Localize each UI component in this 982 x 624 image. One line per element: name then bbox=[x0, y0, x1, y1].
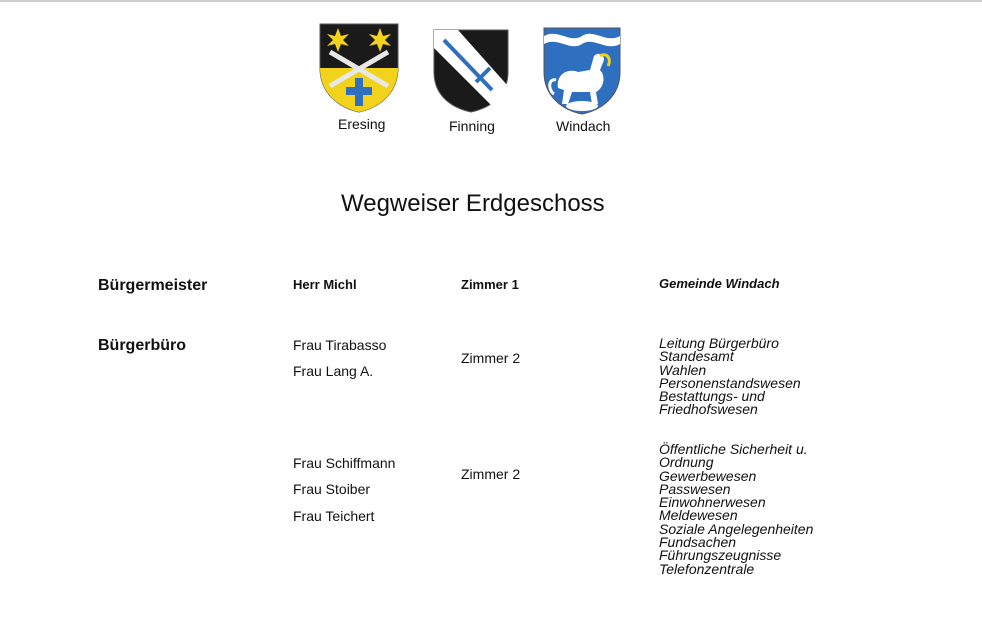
finning-coat-of-arms-icon bbox=[432, 28, 510, 114]
person-name: Frau Stoiber bbox=[293, 481, 371, 497]
section-heading-buergerbuero: Bürgerbüro bbox=[98, 337, 186, 354]
task-item: Öffentliche Sicherheit u. bbox=[659, 441, 808, 457]
task-item: Personenstandswesen bbox=[659, 374, 801, 391]
room-number: Zimmer 1 bbox=[461, 277, 519, 292]
task-description: Gemeinde Windach bbox=[659, 276, 780, 291]
top-border bbox=[0, 0, 982, 2]
task-item: Friedhofswesen bbox=[659, 401, 758, 418]
room-number: Zimmer 2 bbox=[461, 350, 521, 366]
task-item: Gewerbewesen bbox=[659, 467, 757, 484]
task-item: Führungszeugnisse bbox=[659, 547, 782, 564]
person-name: Herr Michl bbox=[293, 277, 357, 292]
person-name: Frau Teichert bbox=[293, 508, 375, 524]
task-item: Leitung Bürgerbüro bbox=[659, 335, 779, 351]
person-name: Frau Tirabasso bbox=[293, 337, 387, 353]
crest-label-finning: Finning bbox=[449, 118, 495, 134]
eresing-coat-of-arms-icon bbox=[318, 22, 400, 114]
crest-label-eresing: Eresing bbox=[338, 116, 386, 132]
windach-coat-of-arms-icon bbox=[542, 26, 622, 116]
person-name: Frau Lang A. bbox=[293, 363, 374, 379]
task-item: Wahlen bbox=[659, 361, 707, 378]
task-item: Bestattungs- und bbox=[659, 388, 765, 405]
task-list bbox=[659, 337, 801, 417]
task-item: Meldewesen bbox=[659, 507, 738, 524]
task-list bbox=[659, 443, 813, 576]
section-heading-buergermeister: Bürgermeister bbox=[98, 277, 208, 294]
task-item: Fundsachen bbox=[659, 534, 737, 551]
page-title: Wegweiser Erdgeschoss bbox=[341, 190, 605, 217]
task-item: Telefonzentrale bbox=[659, 560, 755, 577]
crest-label-windach: Windach bbox=[556, 118, 611, 134]
task-item: Ordnung bbox=[659, 454, 714, 471]
task-item: Standesamt bbox=[659, 348, 734, 365]
person-name: Frau Schiffmann bbox=[293, 455, 396, 471]
task-item: Einwohnerwesen bbox=[659, 494, 766, 511]
task-item: Soziale Angelegenheiten bbox=[659, 520, 814, 537]
task-item: Passwesen bbox=[659, 480, 731, 497]
room-number: Zimmer 2 bbox=[461, 466, 521, 482]
